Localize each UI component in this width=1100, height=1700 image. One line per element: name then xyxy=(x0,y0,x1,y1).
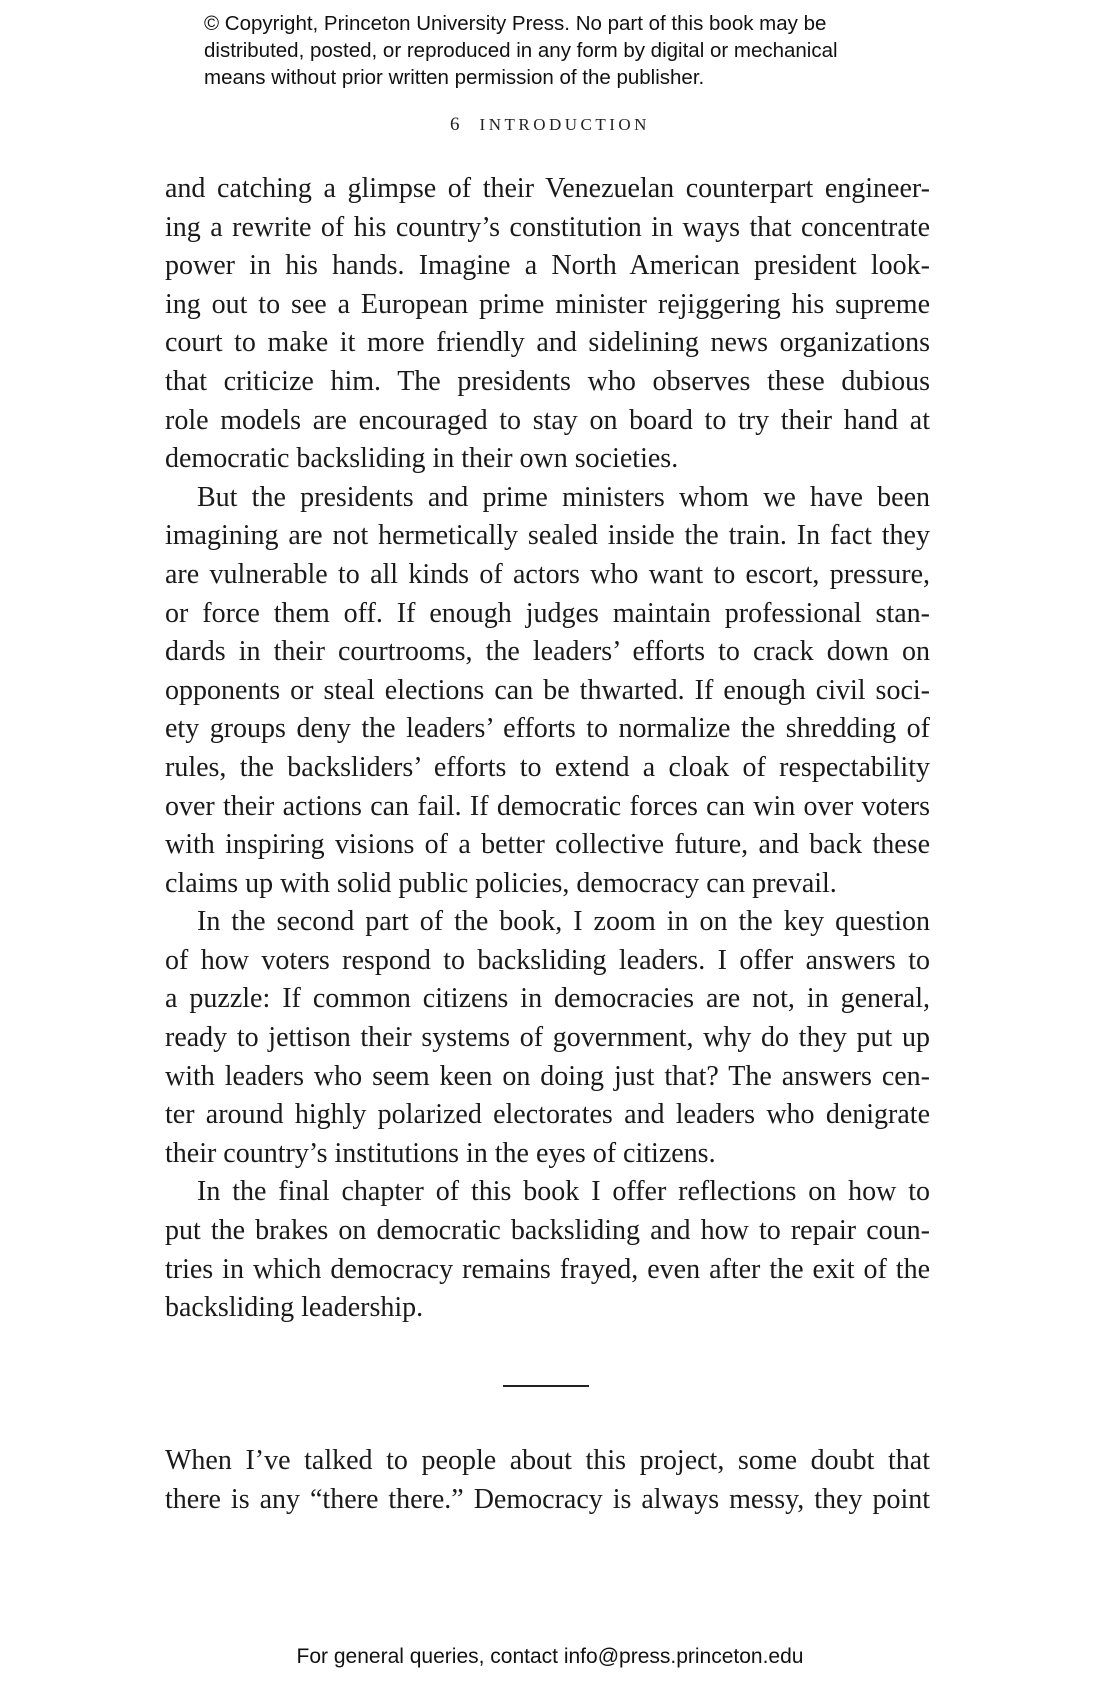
text-line: their country’s institutions in the eyes of citizens. xyxy=(165,1137,716,1169)
text-line: dards in their courtrooms, the leaders’ efforts to crack down on xyxy=(165,636,930,668)
text-line: ety groups deny the leaders’ efforts to normalize the shredding of xyxy=(165,713,930,745)
page-number: 6 xyxy=(450,114,460,135)
text-line: ing out to see a European prime minister rejiggering his supreme xyxy=(165,288,930,320)
running-head xyxy=(0,114,1100,136)
text-line: But the presidents and prime ministers whom we have been xyxy=(197,481,930,513)
text-line: and catching a glimpse of their Venezuelan counterpart engineer- xyxy=(165,173,930,204)
text-line: a puzzle: If common citizens in democracies are not, in general, xyxy=(165,983,930,1015)
text-line: over their actions can fail. If democratic forces can win over voters xyxy=(165,790,930,822)
text-line: In the second part of the book, I zoom in on the key question xyxy=(197,906,930,938)
text-line: claims up with solid public policies, democracy can prevail. xyxy=(165,867,837,899)
copyright-line: © Copyright, Princeton University Press. No part of this book may be xyxy=(204,12,827,35)
text-line: of how voters respond to backsliding leaders. I offer answers to xyxy=(165,944,930,976)
footer-contact: For general queries, contact info@press.princeton.edu xyxy=(296,1645,804,1668)
text-line: put the brakes on democratic backsliding and how to repair coun- xyxy=(165,1215,930,1247)
text-line: court to make it more friendly and sidelining news organizations xyxy=(165,327,930,359)
text-line: power in his hands. Imagine a North American president look- xyxy=(165,250,930,282)
copyright-line: distributed, posted, or reproduced in any form by digital or mechanical xyxy=(204,39,838,62)
text-line: imagining are not hermetically sealed inside the train. In fact they xyxy=(165,520,930,552)
text-line: ter around highly polarized electorates and leaders who denigrate xyxy=(165,1099,930,1131)
text-line: with leaders who seem keen on doing just that? The answers cen- xyxy=(165,1060,930,1092)
body-text xyxy=(165,170,930,1328)
paragraph-3 xyxy=(165,903,930,1173)
copyright-notice xyxy=(204,10,964,91)
text-line: In the final chapter of this book I offer reflections on how to xyxy=(197,1176,930,1208)
paragraph-4 xyxy=(165,1173,930,1327)
text-line: backsliding leadership. xyxy=(165,1292,424,1324)
text-line: opponents or steal elections can be thwarted. If enough civil soci- xyxy=(165,674,930,706)
text-line: there is any “there there.” Democracy is always messy, they point xyxy=(165,1483,930,1515)
text-line: with inspiring visions of a better collective future, and back these xyxy=(165,829,930,861)
section-break-rule xyxy=(503,1385,589,1387)
text-line: rules, the backsliders’ efforts to extend a cloak of respectability xyxy=(165,751,930,783)
text-line: democratic backsliding in their own societies. xyxy=(165,443,679,475)
body-text-after-break xyxy=(165,1442,930,1519)
text-line: tries in which democracy remains frayed, even after the exit of the xyxy=(165,1253,930,1285)
text-line: or force them off. If enough judges maintain professional stan- xyxy=(165,597,930,629)
paragraph-1 xyxy=(165,170,930,479)
text-line: ing a rewrite of his country’s constitution in ways that concentrate xyxy=(165,211,930,243)
text-line: When I’ve talked to people about this project, some doubt that xyxy=(165,1445,930,1476)
running-head-title: INTRODUCTION xyxy=(479,115,650,134)
text-line: that criticize him. The presidents who observes these dubious xyxy=(165,365,930,397)
paragraph-5 xyxy=(165,1442,930,1519)
text-line: role models are encouraged to stay on board to try their hand at xyxy=(165,404,930,436)
text-line: are vulnerable to all kinds of actors who want to escort, pressure, xyxy=(165,558,930,590)
copyright-line: means without prior written permission of the publisher. xyxy=(204,66,705,89)
text-line: ready to jettison their systems of government, why do they put up xyxy=(165,1022,930,1054)
paragraph-2 xyxy=(165,479,930,904)
